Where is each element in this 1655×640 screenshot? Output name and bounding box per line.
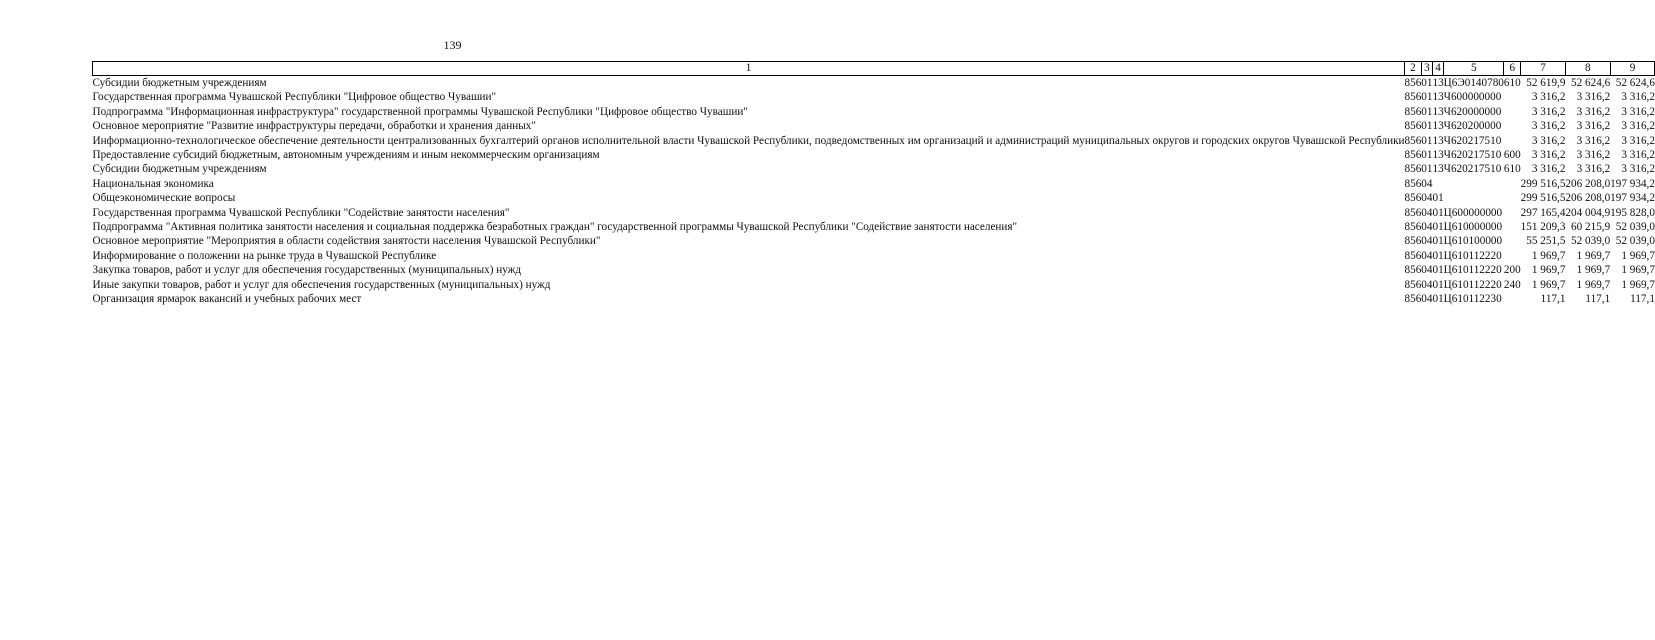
subsection-code-cell: 13	[1432, 163, 1444, 176]
target-article-cell: Ч620217510	[1443, 149, 1502, 162]
amount-col8-cell: 117,1	[1585, 293, 1611, 306]
subsection-code-cell: 13	[1432, 105, 1444, 118]
expense-type-cell	[1504, 105, 1521, 119]
section-code-cell: 01	[1421, 105, 1433, 118]
section-code-cell: 04	[1421, 249, 1433, 262]
amount-col8-cell: 52 039,0	[1571, 235, 1611, 248]
item-name-cell: Основное мероприятие "Мероприятия в области содействия занятости населения Чувашской Республики"	[92, 235, 601, 248]
table-row	[93, 119, 1655, 133]
item-name-cell: Субсидии бюджетным учреждениям	[92, 77, 267, 89]
expense-type-cell: 610	[1503, 77, 1521, 89]
item-name-cell: Информирование о положении на рынке труда в Чувашской Республике	[92, 249, 437, 262]
amount-col8-cell: 3 316,2	[1576, 120, 1611, 133]
amount-col9-cell: 195 828,0	[1610, 206, 1655, 219]
ministry-code-cell: 856	[1404, 192, 1422, 205]
table-row	[93, 234, 1655, 248]
section-code-cell: 04	[1421, 278, 1433, 291]
amount-col9-cell: 197 934,2	[1610, 192, 1655, 205]
target-article-cell: Ц610000000	[1443, 221, 1503, 234]
item-name-cell: Общеэкономические вопросы	[92, 192, 236, 205]
target-article-cell: Ц610100000	[1443, 235, 1503, 248]
column-header: 2	[1405, 62, 1422, 76]
amount-col7-cell: 3 316,2	[1531, 163, 1566, 176]
amount-col9-cell: 3 316,2	[1621, 149, 1655, 162]
expense-type-cell	[1504, 134, 1521, 148]
amount-col9-cell: 3 316,2	[1621, 163, 1655, 176]
expense-type-cell	[1504, 90, 1521, 104]
amount-col9-cell: 3 316,2	[1621, 91, 1655, 104]
section-code-cell: 04	[1421, 177, 1433, 190]
amount-col7-cell: 52 619,9	[1526, 77, 1566, 89]
ministry-code-cell: 856	[1404, 249, 1422, 262]
target-article-cell	[1444, 177, 1504, 191]
section-code-cell: 04	[1421, 192, 1433, 205]
ministry-code-cell: 856	[1404, 91, 1422, 104]
amount-col7-cell: 299 516,5	[1520, 192, 1566, 205]
subsection-code-cell: 13	[1432, 120, 1444, 133]
ministry-code-cell: 856	[1404, 278, 1422, 291]
expense-type-cell	[1504, 234, 1521, 248]
subsection-code-cell: 13	[1432, 91, 1444, 104]
amount-col7-cell: 297 165,4	[1520, 206, 1566, 219]
table-row	[93, 162, 1655, 176]
ministry-code-cell: 856	[1404, 221, 1422, 234]
table-row	[93, 278, 1655, 292]
ministry-code-cell: 856	[1404, 235, 1422, 248]
target-article-cell: Ч620217510	[1443, 134, 1502, 147]
section-code-cell: 01	[1421, 120, 1433, 133]
subsection-code-cell: 01	[1432, 278, 1444, 291]
ministry-code-cell: 856	[1404, 77, 1422, 89]
ministry-code-cell: 856	[1404, 177, 1422, 190]
amount-col9-cell: 52 039,0	[1615, 221, 1655, 234]
subsection-code-cell: 01	[1432, 192, 1444, 205]
section-code-cell: 01	[1421, 163, 1433, 176]
column-header: 3	[1421, 62, 1432, 76]
amount-col9-cell: 1 969,7	[1621, 264, 1655, 277]
amount-col8-cell: 3 316,2	[1576, 149, 1611, 162]
amount-col8-cell: 1 969,7	[1576, 278, 1611, 291]
expense-type-cell: 600	[1503, 149, 1521, 162]
amount-col7-cell: 3 316,2	[1531, 149, 1566, 162]
expense-type-cell	[1504, 249, 1521, 263]
section-code-cell: 04	[1421, 221, 1433, 234]
target-article-cell: Ч600000000	[1443, 91, 1502, 104]
subsection-code-cell: 01	[1432, 221, 1444, 234]
target-article-cell	[1444, 191, 1504, 205]
header-row	[93, 62, 1655, 76]
subsection-code-cell: 13	[1432, 134, 1444, 147]
subsection-code-cell: 01	[1432, 235, 1444, 248]
target-article-cell: Ч620217510	[1443, 163, 1502, 176]
section-code-cell: 01	[1421, 149, 1433, 162]
item-name-cell: Иные закупки товаров, работ и услуг для обеспечения государственных (муниципальных) нужд	[92, 278, 551, 291]
amount-col9-cell: 52 624,6	[1615, 77, 1655, 89]
column-header: 9	[1610, 62, 1655, 76]
ministry-code-cell: 856	[1404, 293, 1422, 306]
amount-col8-cell: 204 004,9	[1565, 206, 1611, 219]
table-row	[93, 148, 1655, 162]
expense-type-cell: 610	[1503, 163, 1521, 176]
subsection-code-cell: 01	[1432, 249, 1444, 262]
amount-col7-cell: 3 316,2	[1531, 91, 1566, 104]
amount-col8-cell: 1 969,7	[1576, 264, 1611, 277]
target-article-cell: Ч620000000	[1443, 105, 1502, 118]
item-name-cell: Информационно-технологическое обеспечение деятельности централизованных бухгалтерий органов исполнительной власти Чувашской Республики, подведомственных им организаций и администраций муниципальных округов и городских округов Чувашской Республики	[92, 134, 1405, 147]
expense-type-cell	[1504, 177, 1521, 191]
subsection-code-cell	[1432, 177, 1443, 191]
section-code-cell: 01	[1421, 134, 1433, 147]
ministry-code-cell: 856	[1404, 264, 1422, 277]
amount-col9-cell: 117,1	[1630, 293, 1655, 306]
expense-type-cell	[1504, 191, 1521, 205]
table-row	[93, 134, 1655, 148]
amount-col9-cell: 197 934,2	[1610, 177, 1655, 190]
table-row	[93, 177, 1655, 191]
ministry-code-cell: 856	[1404, 149, 1422, 162]
ministry-code-cell: 856	[1404, 105, 1422, 118]
target-article-cell: Ц610112220	[1443, 249, 1502, 262]
amount-col8-cell: 3 316,2	[1576, 91, 1611, 104]
amount-col8-cell: 206 208,0	[1565, 177, 1611, 190]
subsection-code-cell: 01	[1432, 293, 1444, 306]
expense-type-cell	[1504, 206, 1521, 220]
ministry-code-cell: 856	[1404, 134, 1422, 147]
amount-col7-cell: 1 969,7	[1531, 264, 1566, 277]
item-name-cell: Предоставление субсидий бюджетным, автономным учреждениям и иным некоммерческим организациям	[92, 149, 600, 162]
amount-col7-cell: 55 251,5	[1526, 235, 1566, 248]
table-row	[93, 249, 1655, 263]
amount-col8-cell: 1 969,7	[1576, 249, 1611, 262]
section-code-cell: 04	[1421, 264, 1433, 277]
budget-table	[92, 61, 1655, 307]
item-name-cell: Государственная программа Чувашской Республики "Цифровое общество Чувашии"	[92, 91, 497, 104]
amount-col8-cell: 60 215,9	[1571, 221, 1611, 234]
amount-col9-cell: 3 316,2	[1621, 120, 1655, 133]
table-row	[93, 90, 1655, 104]
subsection-code-cell: 01	[1432, 206, 1444, 219]
column-header: 8	[1565, 62, 1610, 76]
target-article-cell: Ц610112220	[1443, 264, 1502, 277]
column-header: 6	[1504, 62, 1521, 76]
table-row	[93, 191, 1655, 205]
amount-col7-cell: 151 209,3	[1520, 221, 1566, 234]
table-row	[93, 220, 1655, 234]
amount-col9-cell: 3 316,2	[1621, 134, 1655, 147]
amount-col8-cell: 3 316,2	[1576, 163, 1611, 176]
table-body	[93, 76, 1655, 307]
target-article-cell: Ч620200000	[1443, 120, 1502, 133]
expense-type-cell	[1504, 119, 1521, 133]
amount-col8-cell: 52 624,6	[1571, 77, 1611, 89]
amount-col9-cell: 1 969,7	[1621, 249, 1655, 262]
expense-type-cell: 240	[1503, 278, 1521, 291]
item-name-cell: Субсидии бюджетным учреждениям	[92, 163, 267, 176]
table-row	[93, 206, 1655, 220]
subsection-code-cell: 13	[1432, 77, 1444, 89]
amount-col7-cell: 1 969,7	[1531, 278, 1566, 291]
subsection-code-cell: 13	[1432, 149, 1444, 162]
table-row	[93, 292, 1655, 306]
amount-col8-cell: 3 316,2	[1576, 134, 1611, 147]
amount-col7-cell: 117,1	[1540, 293, 1566, 306]
section-code-cell: 01	[1421, 91, 1433, 104]
amount-col9-cell: 3 316,2	[1621, 105, 1655, 118]
page-number: 139	[443, 38, 462, 52]
column-header: 1	[93, 62, 1405, 76]
column-header: 4	[1432, 62, 1443, 76]
amount-col7-cell: 3 316,2	[1531, 134, 1566, 147]
item-name-cell: Основное мероприятие "Развитие инфраструктуры передачи, обработки и хранения данных"	[92, 120, 536, 133]
target-article-cell: Ц610112220	[1443, 278, 1502, 291]
amount-col8-cell: 206 208,0	[1565, 192, 1611, 205]
item-name-cell: Подпрограмма "Информационная инфраструктура" государственной программы Чувашской Республики "Цифровое общество Чувашии"	[92, 105, 748, 118]
amount-col7-cell: 3 316,2	[1531, 120, 1566, 133]
amount-col8-cell: 3 316,2	[1576, 105, 1611, 118]
section-code-cell: 04	[1421, 293, 1433, 306]
amount-col9-cell: 52 039,0	[1615, 235, 1655, 248]
target-article-cell: Ц610112230	[1443, 293, 1502, 306]
section-code-cell: 04	[1421, 206, 1433, 219]
amount-col7-cell: 3 316,2	[1531, 105, 1566, 118]
target-article-cell: Ц6Э0140780	[1443, 77, 1504, 89]
table-row	[93, 105, 1655, 119]
table-row	[93, 76, 1655, 91]
ministry-code-cell: 856	[1404, 206, 1422, 219]
amount-col9-cell: 1 969,7	[1621, 278, 1655, 291]
expense-type-cell	[1504, 292, 1521, 306]
subsection-code-cell: 01	[1432, 264, 1444, 277]
item-name-cell: Национальная экономика	[92, 177, 214, 190]
expense-type-cell: 200	[1503, 264, 1521, 277]
item-name-cell: Государственная программа Чувашской Республики "Содействие занятости населения"	[92, 206, 510, 219]
item-name-cell: Подпрограмма "Активная политика занятости населения и социальная поддержка безработных граждан" государственной программы Чувашской Республики "Содействие занятости населения"	[92, 221, 1018, 234]
item-name-cell: Организация ярмарок вакансий и учебных рабочих мест	[92, 293, 362, 306]
section-code-cell: 04	[1421, 235, 1433, 248]
ministry-code-cell: 856	[1404, 120, 1422, 133]
column-header: 7	[1521, 62, 1566, 76]
target-article-cell: Ц600000000	[1443, 206, 1503, 219]
expense-type-cell	[1504, 220, 1521, 234]
amount-col7-cell: 1 969,7	[1531, 249, 1566, 262]
section-code-cell: 01	[1421, 77, 1433, 89]
column-header: 5	[1444, 62, 1504, 76]
table-row	[93, 263, 1655, 277]
amount-col7-cell: 299 516,5	[1520, 177, 1566, 190]
ministry-code-cell: 856	[1404, 163, 1422, 176]
item-name-cell: Закупка товаров, работ и услуг для обеспечения государственных (муниципальных) нужд	[92, 264, 522, 277]
